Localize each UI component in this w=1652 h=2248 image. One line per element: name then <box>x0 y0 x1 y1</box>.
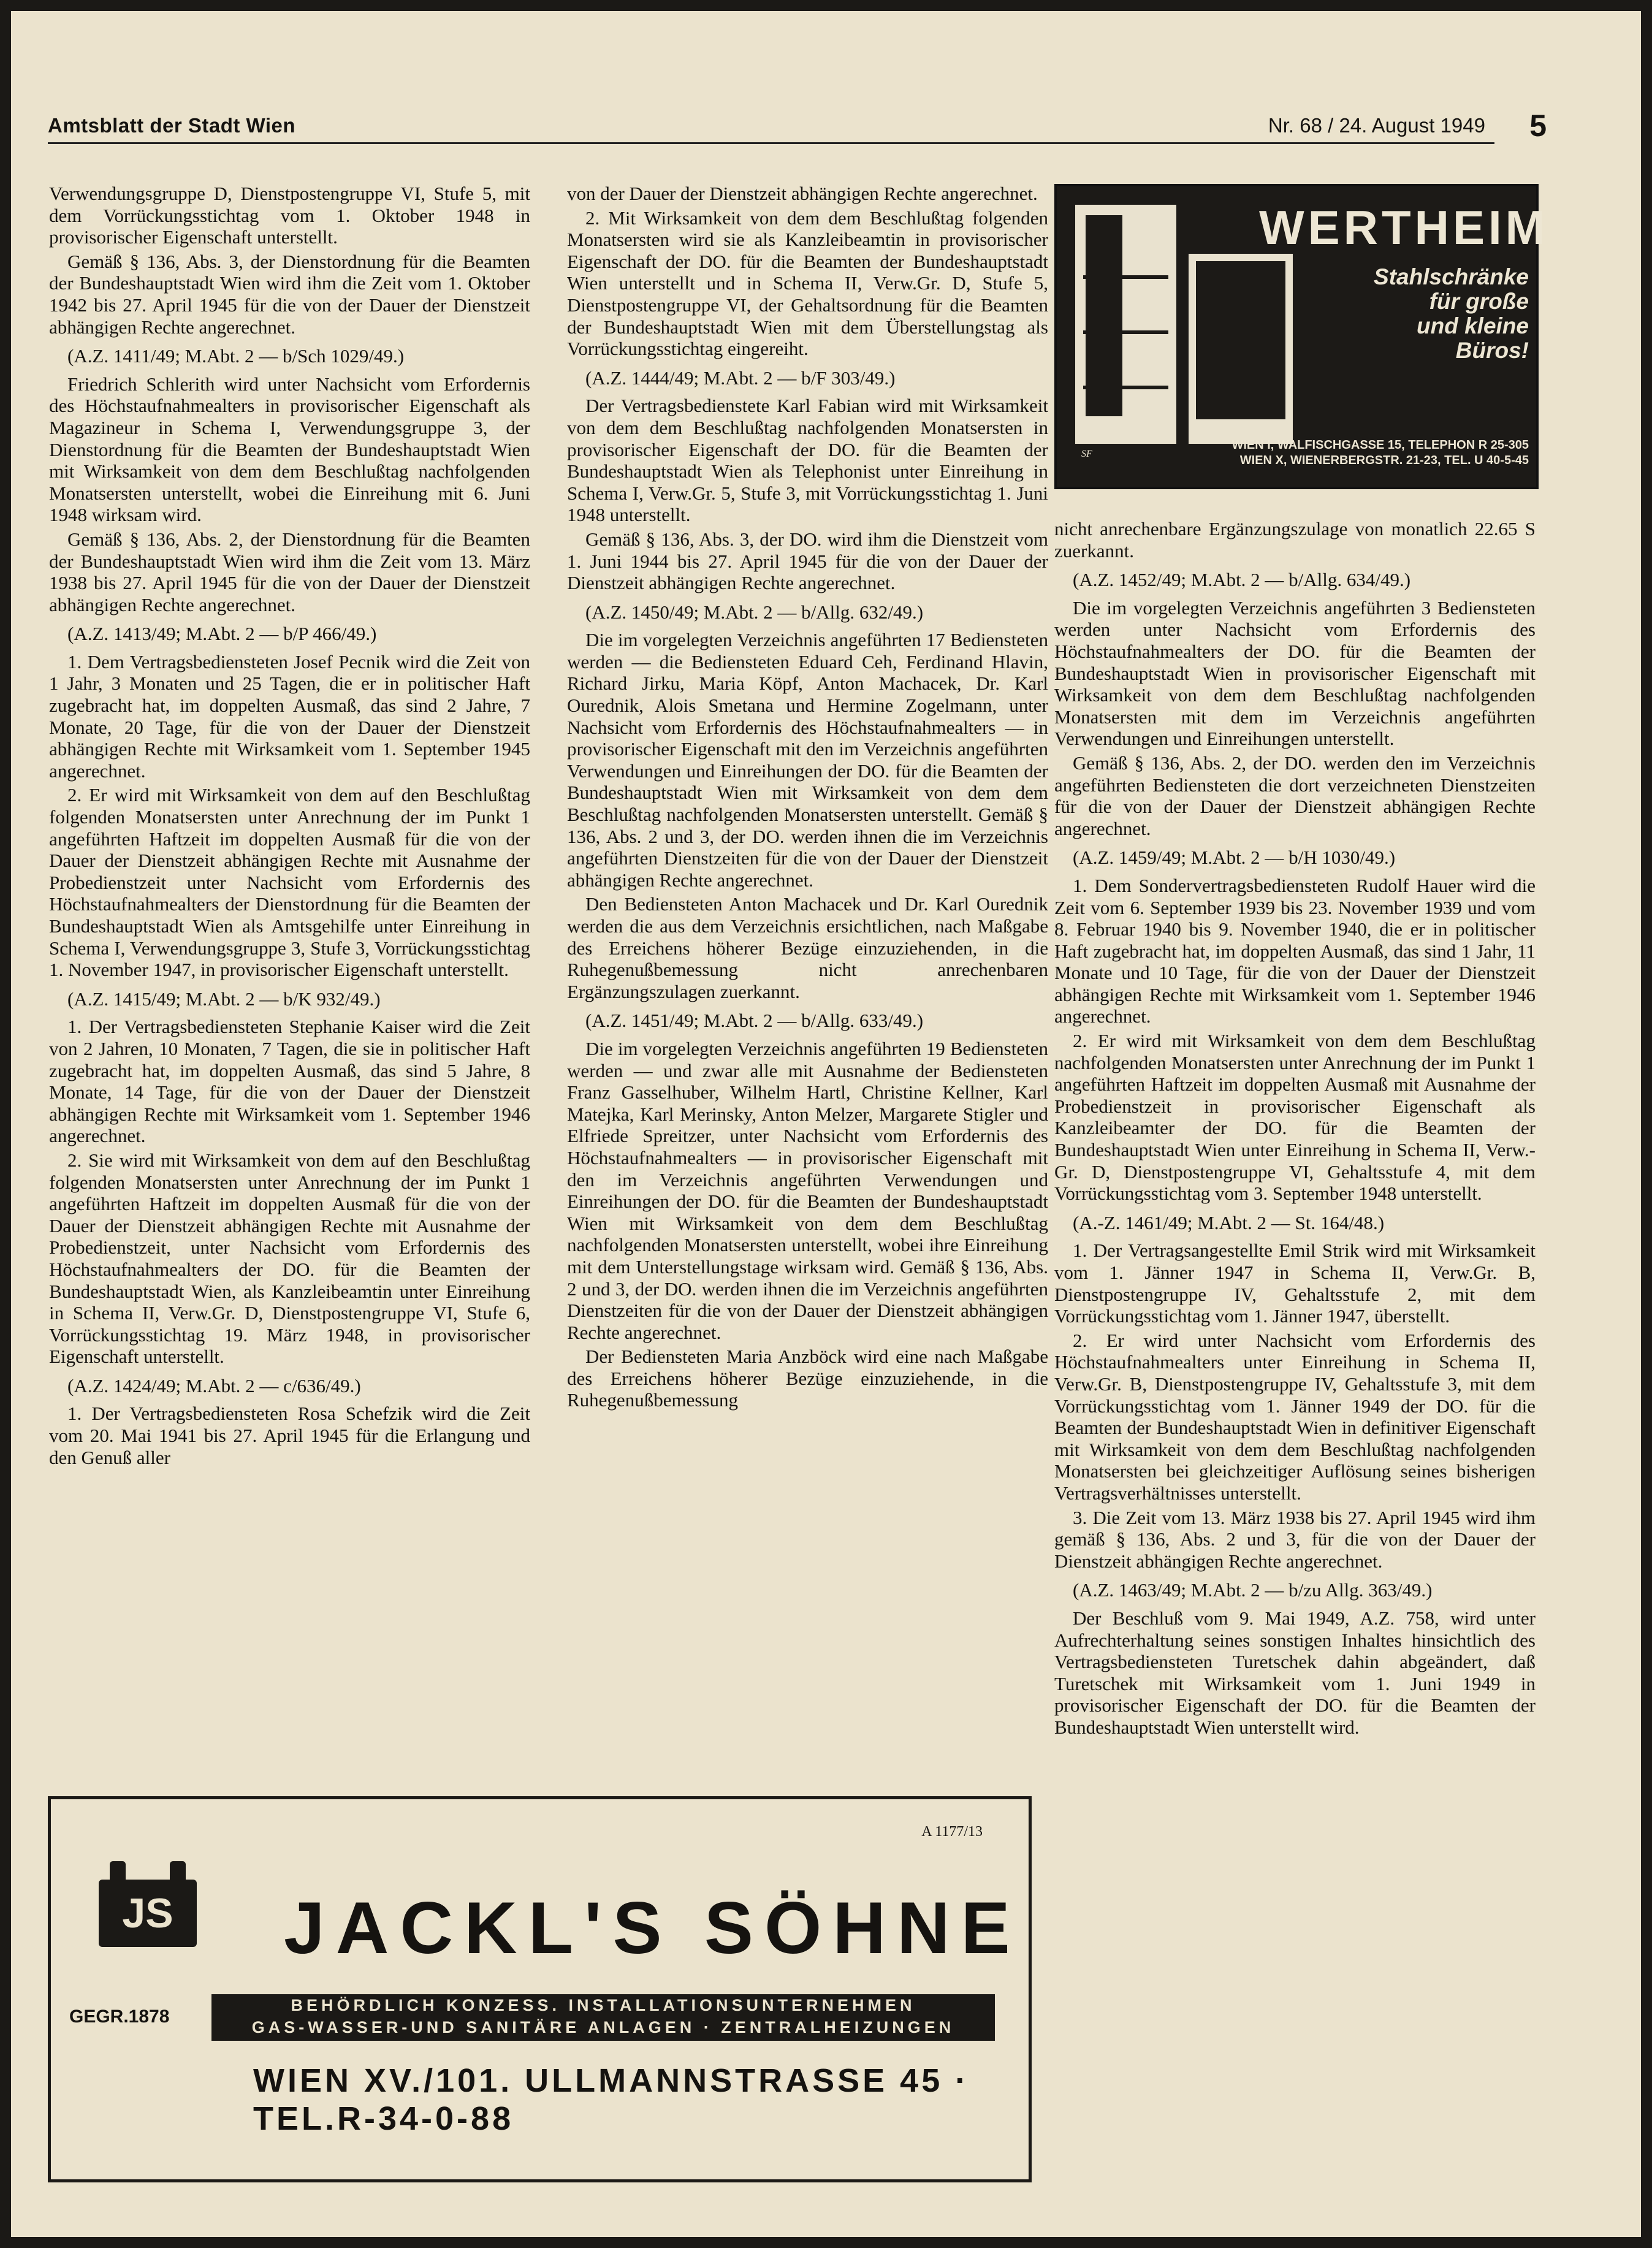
paragraph: 1. Der Vertragsbediensteten Stephanie Kaiser wird die Zeit von 2 Jahren, 10 Monaten, 7 Tagen, die sie in politischer Haft zugebracht hat, im doppelten Ausmaß, das sind 5 Jahre, 8 Monate, 14 Tage, für die von der Dauer der Dienstzeit abhängigen Rechte mit Wirksamkeit vom 1. September 1946 angerechnet. <box>49 1016 530 1147</box>
paragraph: Gemäß § 136, Abs. 3, der Dienstordnung für die Beamten der Bundeshauptstadt Wien wird ihm die Zeit vom 1. Oktober 1942 bis 27. April 1945 für die von der Dauer der Dienstzeit abhängigen Rechte angerechnet. <box>49 250 530 338</box>
reference-heading: (A.Z. 1411/49; M.Abt. 2 — b/Sch 1029/49.) <box>67 345 405 367</box>
paragraph: Den Bediensteten Anton Machacek und Dr. Karl Ourednik werden die aus dem Verzeichnis ersichtlichen, nach Maßgabe des Erreichens höherer Bezüge einzuziehenden, in die Ruhegenußbemessung nicht anrechenbaren Ergänzungszulagen zuerkannt. <box>567 893 1048 1002</box>
jackl-advertisement <box>48 1796 1032 2182</box>
paragraph: 2. Er wird mit Wirksamkeit von dem auf den Beschlußtag folgenden Monatsersten unter Anrechnung der im Punkt 1 angeführten Haftzeit im doppelten Ausmaß für die von der Dauer der Dienstzeit abhängigen Rechte mit Ausnahme der Probedienstzeit unter Nachsicht vom Erfordernis des Höchstaufnahmealters der Dienstordnung für die Beamten der Bundeshauptstadt Wien als Amtsgehilfe unter Einreihung in Schema I, Verwendungsgruppe 3, Stufe 3, Vorrückungsstichtag 1. November 1947, in provisorischer Eigenschaft unterstellt. <box>49 784 530 981</box>
address-line: WIEN X, WIENERBERGSTR. 21-23, TEL. U 40-5-45 <box>1239 454 1529 467</box>
reference-heading: (A.Z. 1424/49; M.Abt. 2 — c/636/49.) <box>67 1374 361 1396</box>
paragraph: Die im vorgelegten Verzeichnis angeführten 17 Bediensteten werden — die Bediensteten Eduard Ceh, Ferdinand Hlavin, Richard Jirku, Maria Köpf, Anton Machacek, Dr. Karl Ourednik, Alois Smetana und Hermine Zogelmann, unter Nachsicht vom Erfordernis des Höchstaufnahmealters — in provisorischer Eigenschaft mit den im Verzeichnis angeführten Verwendungen und Einreihungen der DO. für die Beamten der Bundeshauptstadt Wien mit Wirksamkeit von dem dem Beschlußtag nachfolgenden Monatsersten unterstellt. Gemäß § 136, Abs. 2 und 3, der DO. werden ihnen die im Verzeichnis angeführten Dienstzeiten für die von der Dauer der Dienstzeit abhängigen Rechte angerechnet. <box>567 629 1048 891</box>
paragraph: 2. Er wird unter Nachsicht vom Erfordernis des Höchstaufnahmealters unter Einreihung in Schema II, Verw.Gr. B, Dienstpostengruppe IV, Gehaltsstufe 3, mit dem Vorrückungsstichtag vom 1. Jänner 1949 der DO. für die Beamten der Bundeshauptstadt Wien in definitiver Eigenschaft mit Wirksamkeit von dem dem Beschlußtag nachfolgenden Monatsersten bei gleichzeitiger Auflösung seines bisherigen Vertragsverhältnisses unterstellt. <box>1054 1329 1536 1504</box>
tagline-line: und kleine <box>1417 313 1529 338</box>
reference-heading: (A.Z. 1444/49; M.Abt. 2 — b/F 303/49.) <box>585 367 896 389</box>
founded-year: GEGR.1878 <box>69 2006 170 2027</box>
paragraph: Gemäß § 136, Abs. 2, der Dienstordnung für die Beamten der Bundeshauptstadt Wien wird ihm die Zeit vom 13. März 1938 bis 27. April 1945 für die von der Dauer der Dienstzeit abhängigen Rechte angerechnet. <box>49 528 530 615</box>
paragraph: 2. Mit Wirksamkeit von dem dem Beschlußtag folgenden Monatsersten wird sie als Kanzleibeamtin in provisorischer Eigenschaft der DO. für die Beamten der Bundeshauptstadt Wien unterstellt und in Schema II, Verw.Gr. D, Stufe 5, Dienstpostengruppe VI, der Gehaltsordnung für die Beamten der Bundeshauptstadt Wien mit dem Überstellungstag als Vorrückungsstichtag eingereiht. <box>567 207 1048 360</box>
paragraph: 2. Er wird mit Wirksamkeit von dem dem Beschlußtag nachfolgenden Monatsersten unter Anrechnung der im Punkt 1 angeführten Haftzeit im doppelten Ausmaß mit Ausnahme der Probedienstzeit in provisorischer Eigenschaft als Kanzleibeamter der DO. für die Beamten der Bundeshauptstadt Wien unter Einreihung in Schema II, Verw.-Gr. D, Dienstpostengruppe VI, Gehaltsstufe 4, mit dem Vorrückungsstichtag vom 3. September 1948 unterstellt. <box>1054 1030 1536 1205</box>
page-header <box>48 108 1547 145</box>
paragraph: Der Vertragsbedienstete Karl Fabian wird mit Wirksamkeit von dem dem Beschlußtag nachfolgenden Monatsersten in provisorischer Eigenschaft der DO. für die Beamten der Bundeshauptstadt Wien als Telephonist unter Einreihung in Schema I, Verw.Gr. 5, Stufe 3, mit Vorrückungsstichtag 1. Juni 1948 unterstellt. <box>567 395 1048 526</box>
cabinet-illustration <box>1075 205 1176 444</box>
reference-heading: (A.Z. 1459/49; M.Abt. 2 — b/H 1030/49.) <box>1073 847 1396 869</box>
wertheim-address <box>1167 438 1529 468</box>
address-line: WIEN I, WALFISCHGASSE 15, TELEPHON R 25-305 <box>1231 438 1529 452</box>
column-3 <box>1054 518 1536 1740</box>
page-number: 5 <box>1529 109 1547 143</box>
band-line: BEHÖRDLICH KONZESS. INSTALLATIONSUNTERNEHMEN <box>291 1996 916 2014</box>
tagline-line: Stahlschränke <box>1374 264 1529 289</box>
ad-code: A 1177/13 <box>921 1824 983 1840</box>
issue-date: Nr. 68 / 24. August 1949 <box>1268 114 1485 137</box>
column-2 <box>567 183 1048 1414</box>
band-line: GAS-WASSER-UND SANITÄRE ANLAGEN · ZENTRALHEIZUNGEN <box>251 2018 955 2037</box>
paragraph: Der Beschluß vom 9. Mai 1949, A.Z. 758, wird unter Aufrechterhaltung seines sonstigen Inhaltes hinsichtlich des Vertragsbediensteten Turetschek dahin abgeändert, daß Turetschek mit Wirksamkeit vom 1. Juni 1949 in provisorischer Eigenschaft der DO. für die Beamten der Bundeshauptstadt Wien unterstellt wird. <box>1054 1607 1536 1738</box>
paragraph: Gemäß § 136, Abs. 2, der DO. werden den im Verzeichnis angeführten Bediensteten die dort verzeichneten Dienstzeiten für die von der Dauer der Dienstzeit abhängigen Rechte angerechnet. <box>1054 752 1536 839</box>
faucet-logo-icon <box>99 1858 197 1950</box>
paragraph: Gemäß § 136, Abs. 3, der DO. wird ihm die Dienstzeit vom 1. Juni 1944 bis 27. April 1945 für die von der Dauer der Dienstzeit abhängigen Rechte angerechnet. <box>567 528 1048 594</box>
paragraph: 2. Sie wird mit Wirksamkeit von dem auf den Beschlußtag folgenden Monatsersten unter Anrechnung der im Punkt 1 angeführten Haftzeit im doppelten Ausmaß für die von der Dauer der Dienstzeit abhängigen Rechte mit Ausnahme der Probedienstzeit, unter Nachsicht vom Erfordernis des Höchstaufnahmealters der DO. für die Beamten der Bundeshauptstadt Wien, als Kanzleibeamtin unter Einreihung in Schema II, Verw.Gr. D, Dienstpostengruppe VI, Stufe 6, Vorrückungsstichtag 19. März 1948, in provisorischer Eigenschaft unterstellt. <box>49 1149 530 1368</box>
paragraph: Der Bediensteten Maria Anzböck wird eine nach Maßgabe des Erreichens höherer Bezüge einzuziehende, in die Ruhegenußbemessung <box>567 1346 1048 1411</box>
reference-heading: (A.Z. 1452/49; M.Abt. 2 — b/Allg. 634/49.) <box>1073 569 1411 591</box>
publication-title: Amtsblatt der Stadt Wien <box>48 114 296 137</box>
wertheim-brand: WERTHEIM <box>1259 200 1549 254</box>
reference-heading: (A.Z. 1463/49; M.Abt. 2 — b/zu Allg. 363/49.) <box>1073 1579 1433 1601</box>
paragraph: 1. Dem Sondervertragsbediensteten Rudolf Hauer wird die Zeit vom 6. September 1939 bis 23. November 1939 und vom 8. Februar 1940 bis 9. November 1940, die er in politischer Haft zugebracht hat, im doppelten Ausmaß, das sind 1 Jahr, 11 Monate und 10 Tage, für die von der Dauer der Dienstzeit abhängigen Rechte mit Wirksamkeit vom 1. September 1946 angerechnet. <box>1054 874 1536 1027</box>
paragraph: Die im vorgelegten Verzeichnis angeführten 3 Bediensteten werden unter Nachsicht vom Erfordernis des Höchstaufnahmealters der DO. für die Beamten der Bundeshauptstadt Wien in provisorischer Eigenschaft mit Wirksamkeit von dem dem Beschlußtag nachfolgenden Monatsersten mit dem im Verzeichnis angeführten Verwendungen und Einreihungen unterstellt. <box>1054 596 1536 750</box>
artist-signature: SF <box>1081 449 1092 459</box>
paragraph: Verwendungsgruppe D, Dienstpostengruppe VI, Stufe 5, mit dem Vorrückungsstichtag vom 1. Oktober 1948 in provisorischer Eigenschaft unterstellt. <box>49 183 530 248</box>
paragraph: 1. Der Vertragsangestellte Emil Strik wird mit Wirksamkeit vom 1. Jänner 1947 in Schema II, Verw.Gr. B, Dienstpostengruppe IV, Gehaltsstufe 2, mit dem Vorrückungsstichtag vom 1. Jänner 1947, überstellt. <box>1054 1240 1536 1327</box>
paragraph: 1. Dem Vertragsbediensteten Josef Pecnik wird die Zeit von 1 Jahr, 3 Monaten und 25 Tagen, die er in politischer Haft zugebracht hat, im doppelten Ausmaß, das sind 2 Jahre, 7 Monate, 20 Tage, für die von der Dauer der Dienstzeit abhängigen Rechte mit Wirksamkeit vom 1. September 1945 angerechnet. <box>49 650 530 782</box>
wertheim-tagline <box>1345 265 1529 363</box>
reference-heading: (A.Z. 1450/49; M.Abt. 2 — b/Allg. 632/49.) <box>585 601 924 623</box>
tagline-line: für große <box>1429 289 1529 314</box>
paragraph: 3. Die Zeit vom 13. März 1938 bis 27. April 1945 wird ihm gemäß § 136, Abs. 2 und 3, für die von der Dauer der Dienstzeit abhängigen Rechte angerechnet. <box>1054 1506 1536 1572</box>
reference-heading: (A.-Z. 1461/49; M.Abt. 2 — St. 164/48.) <box>1073 1211 1385 1233</box>
safe-illustration <box>1189 254 1293 444</box>
wertheim-advertisement <box>1054 184 1549 489</box>
paragraph: von der Dauer der Dienstzeit abhängigen Rechte angerechnet. <box>567 183 1038 204</box>
paragraph: nicht anrechenbare Ergänzungszulage von monatlich 22.65 S zuerkannt. <box>1054 518 1536 562</box>
header-rule <box>48 142 1494 144</box>
paragraph: 1. Der Vertragsbediensteten Rosa Schefzik wird die Zeit vom 20. Mai 1941 bis 27. April 1945 für die Erlangung und den Genuß aller <box>49 1403 530 1468</box>
paragraph: Die im vorgelegten Verzeichnis angeführten 19 Bediensteten werden — und zwar alle mit Ausnahme der Bediensteten Franz Gasselhuber, Wilhelm Hartl, Christine Kellner, Karl Matejka, Karl Merinsky, Anton Melzer, Margarete Stigler und Elfriede Spreitzer, unter Nachsicht vom Erfordernis des Höchstaufnahmealters — in provisorischer Eigenschaft mit den im Verzeichnis angeführten Verwendungen und Einreihungen der DO. für die Beamten der Bundeshauptstadt Wien mit Wirksamkeit von dem dem Beschlußtag nachfolgenden Monatsersten unterstellt, wobei ihre Einreihung mit dem Unterstellungstage wirksam wird. Gemäß § 136, Abs. 2 und 3, der DO. werden ihnen die im Verzeichnis angeführten Dienstzeiten für die von der Dauer der Dienstzeit abhängigen Rechte angerechnet. <box>567 1037 1048 1343</box>
services-band <box>211 1994 995 2041</box>
paragraph: Friedrich Schlerith wird unter Nachsicht vom Erfordernis des Höchstaufnahmealters in provisorischer Eigenschaft als Magazineur in Schema I, Verwendungsgruppe 3, der Dienstordnung für die Beamten der Bundeshauptstadt Wien mit Wirksamkeit von dem dem Beschlußtag nachfolgenden Monatsersten unterstellt, wobei die Einreihung mit 6. Juni 1948 wirksam wird. <box>49 373 530 526</box>
company-name: JACKL'S SÖHNE <box>284 1887 1021 1969</box>
column-1 <box>49 183 530 1471</box>
monogram: JS <box>122 1890 173 1937</box>
reference-heading: (A.Z. 1451/49; M.Abt. 2 — b/Allg. 633/49.) <box>585 1010 924 1032</box>
reference-heading: (A.Z. 1415/49; M.Abt. 2 — b/K 932/49.) <box>67 988 381 1010</box>
tagline-line: Büros! <box>1455 338 1529 363</box>
company-address: WIEN XV./101. ULLMANNSTRASSE 45 · TEL.R-34-0-88 <box>253 2062 970 2137</box>
reference-heading: (A.Z. 1413/49; M.Abt. 2 — b/P 466/49.) <box>67 623 377 645</box>
